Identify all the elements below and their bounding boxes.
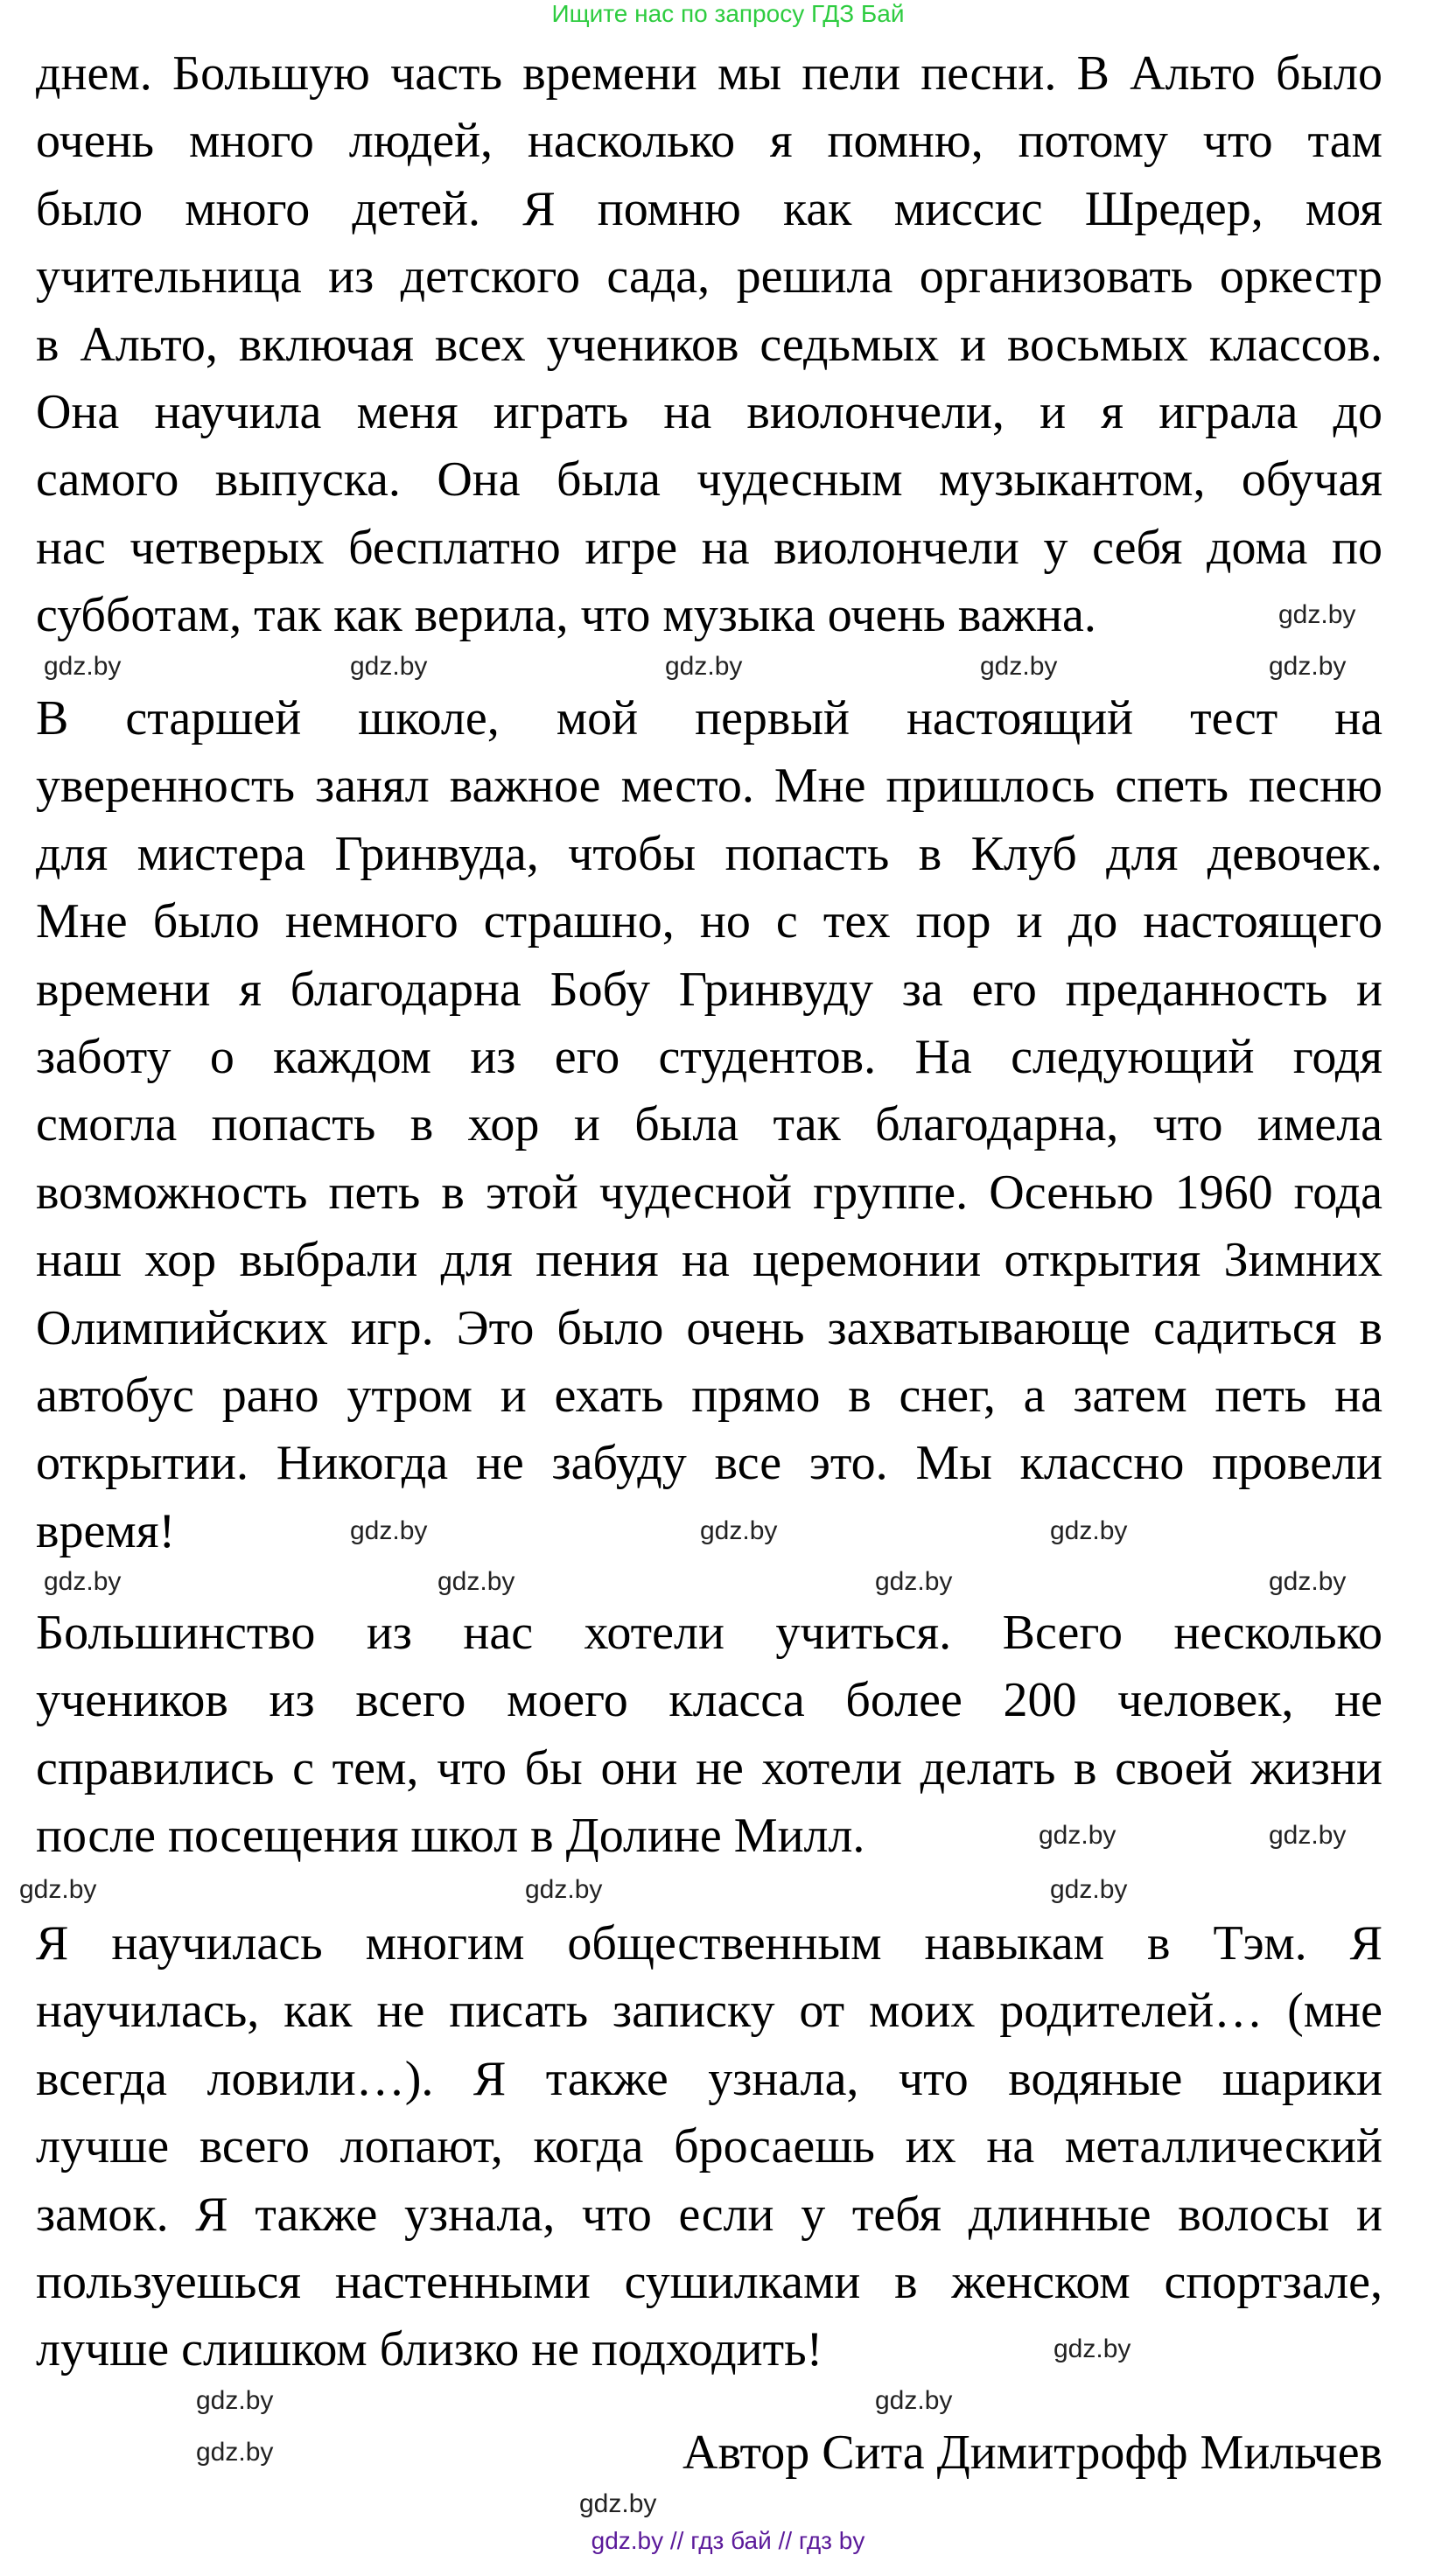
text-line: в Альто, включая всех учеников седьмых и восьмых классов. — [36, 318, 1382, 372]
watermark-gdz: gdz.by — [196, 2438, 274, 2467]
watermark-gdz: gdz.by — [196, 2386, 274, 2415]
watermark-gdz: gdz.by — [438, 1567, 515, 1596]
text-line: лучше слишком близко не подходить! — [36, 2322, 823, 2376]
watermark-gdz: gdz.by — [1054, 2334, 1131, 2363]
text-line: открытии. Никогда не забуду все это. Мы классно провели — [36, 1436, 1382, 1490]
text-line: времени я благодарна Бобу Гринвуду за его преданность и — [36, 962, 1382, 1017]
text-line: для мистера Гринвуда, чтобы попасть в Клуб для девочек. — [36, 827, 1382, 881]
watermark-gdz: gdz.by — [579, 2489, 657, 2518]
text-line: учеников из всего моего класса более 200 человек, не — [36, 1673, 1382, 1727]
watermark-gdz: gdz.by — [1039, 1821, 1116, 1850]
watermark-gdz: gdz.by — [350, 652, 428, 681]
text-line: Я научилась многим общественным навыкам в Тэм. Я — [36, 1916, 1382, 1970]
text-line: смогла попасть в хор и была так благодарна, что имела — [36, 1097, 1382, 1152]
watermark-gdz: gdz.by — [525, 1875, 603, 1904]
text-line: после посещения школ в Долине Милл. — [36, 1809, 865, 1863]
watermark-gdz: gdz.by — [19, 1875, 97, 1904]
text-line: лучше всего лопают, когда бросаешь их на металлический — [36, 2119, 1382, 2174]
text-line: субботам, так как верила, что музыка очень важна. — [36, 588, 1096, 642]
text-line: учительница из детского сада, решила организовать оркестр — [36, 249, 1382, 304]
watermark-gdz: gdz.by — [44, 1567, 122, 1596]
header-search-banner: Ищите нас по запросу ГДЗ Бай — [551, 0, 905, 27]
watermark-gdz: gdz.by — [1050, 1875, 1128, 1904]
text-line: справились с тем, что бы они не хотели делать в своей жизни — [36, 1741, 1382, 1796]
watermark-gdz: gdz.by — [1269, 1567, 1347, 1596]
text-line: было много детей. Я помню как миссис Шредер, моя — [36, 182, 1382, 236]
watermark-gdz: gdz.by — [1050, 1516, 1128, 1545]
text-line: уверенность занял важное место. Мне пришлось спеть песню — [36, 759, 1382, 813]
text-line: пользуешься настенными сушилками в женском спортзале, — [36, 2255, 1382, 2309]
watermark-gdz: gdz.by — [875, 1567, 953, 1596]
watermark-gdz: gdz.by — [44, 652, 122, 681]
watermark-gdz: gdz.by — [875, 2386, 953, 2415]
watermark-gdz: gdz.by — [350, 1516, 428, 1545]
watermark-gdz: gdz.by — [1269, 652, 1347, 681]
watermark-gdz: gdz.by — [700, 1516, 778, 1545]
text-line: Мне было немного страшно, но с тех пор и до настоящего — [36, 894, 1382, 948]
watermark-gdz: gdz.by — [1278, 600, 1356, 629]
text-line: днем. Большую часть времени мы пели песни. В Альто было — [36, 46, 1382, 101]
author-signature: Автор Сита Димитрофф Мильчев — [682, 2426, 1382, 2480]
text-line: научилась, как не писать записку от моих родителей… (мне — [36, 1984, 1382, 2038]
text-line: нас четверых бесплатно игре на виолончели у себя дома по — [36, 521, 1382, 575]
text-line: время! — [36, 1504, 176, 1558]
text-line: автобус рано утром и ехать прямо в снег, а затем петь на — [36, 1368, 1382, 1423]
text-line: замок. Я также узнала, что если у тебя длинные волосы и — [36, 2188, 1382, 2242]
text-line: самого выпуска. Она была чудесным музыкантом, обучая — [36, 452, 1382, 507]
text-line: Большинство из нас хотели учиться. Всего несколько — [36, 1606, 1382, 1660]
watermark-gdz: gdz.by — [665, 652, 743, 681]
text-line: Она научила меня играть на виолончели, и я играла до — [36, 385, 1382, 439]
text-line: заботу о каждом из его студентов. На следующий годя — [36, 1030, 1382, 1084]
text-line: возможность петь в этой чудесной группе. Осенью 1960 года — [36, 1166, 1382, 1220]
text-line: всегда ловили…). Я также узнала, что водяные шарики — [36, 2052, 1382, 2106]
text-line: В старшей школе, мой первый настоящий тест на — [36, 691, 1382, 746]
watermark-gdz: gdz.by — [1269, 1821, 1347, 1850]
text-line: наш хор выбрали для пения на церемонии открытия Зимних — [36, 1233, 1382, 1287]
text-line: Олимпийских игр. Это было очень захватывающе садиться в — [36, 1301, 1382, 1355]
footer-site-banner: gdz.by // гдз бай // гдз by — [591, 2527, 865, 2554]
text-line: очень много людей, насколько я помню, потому что там — [36, 114, 1382, 168]
watermark-gdz: gdz.by — [980, 652, 1058, 681]
